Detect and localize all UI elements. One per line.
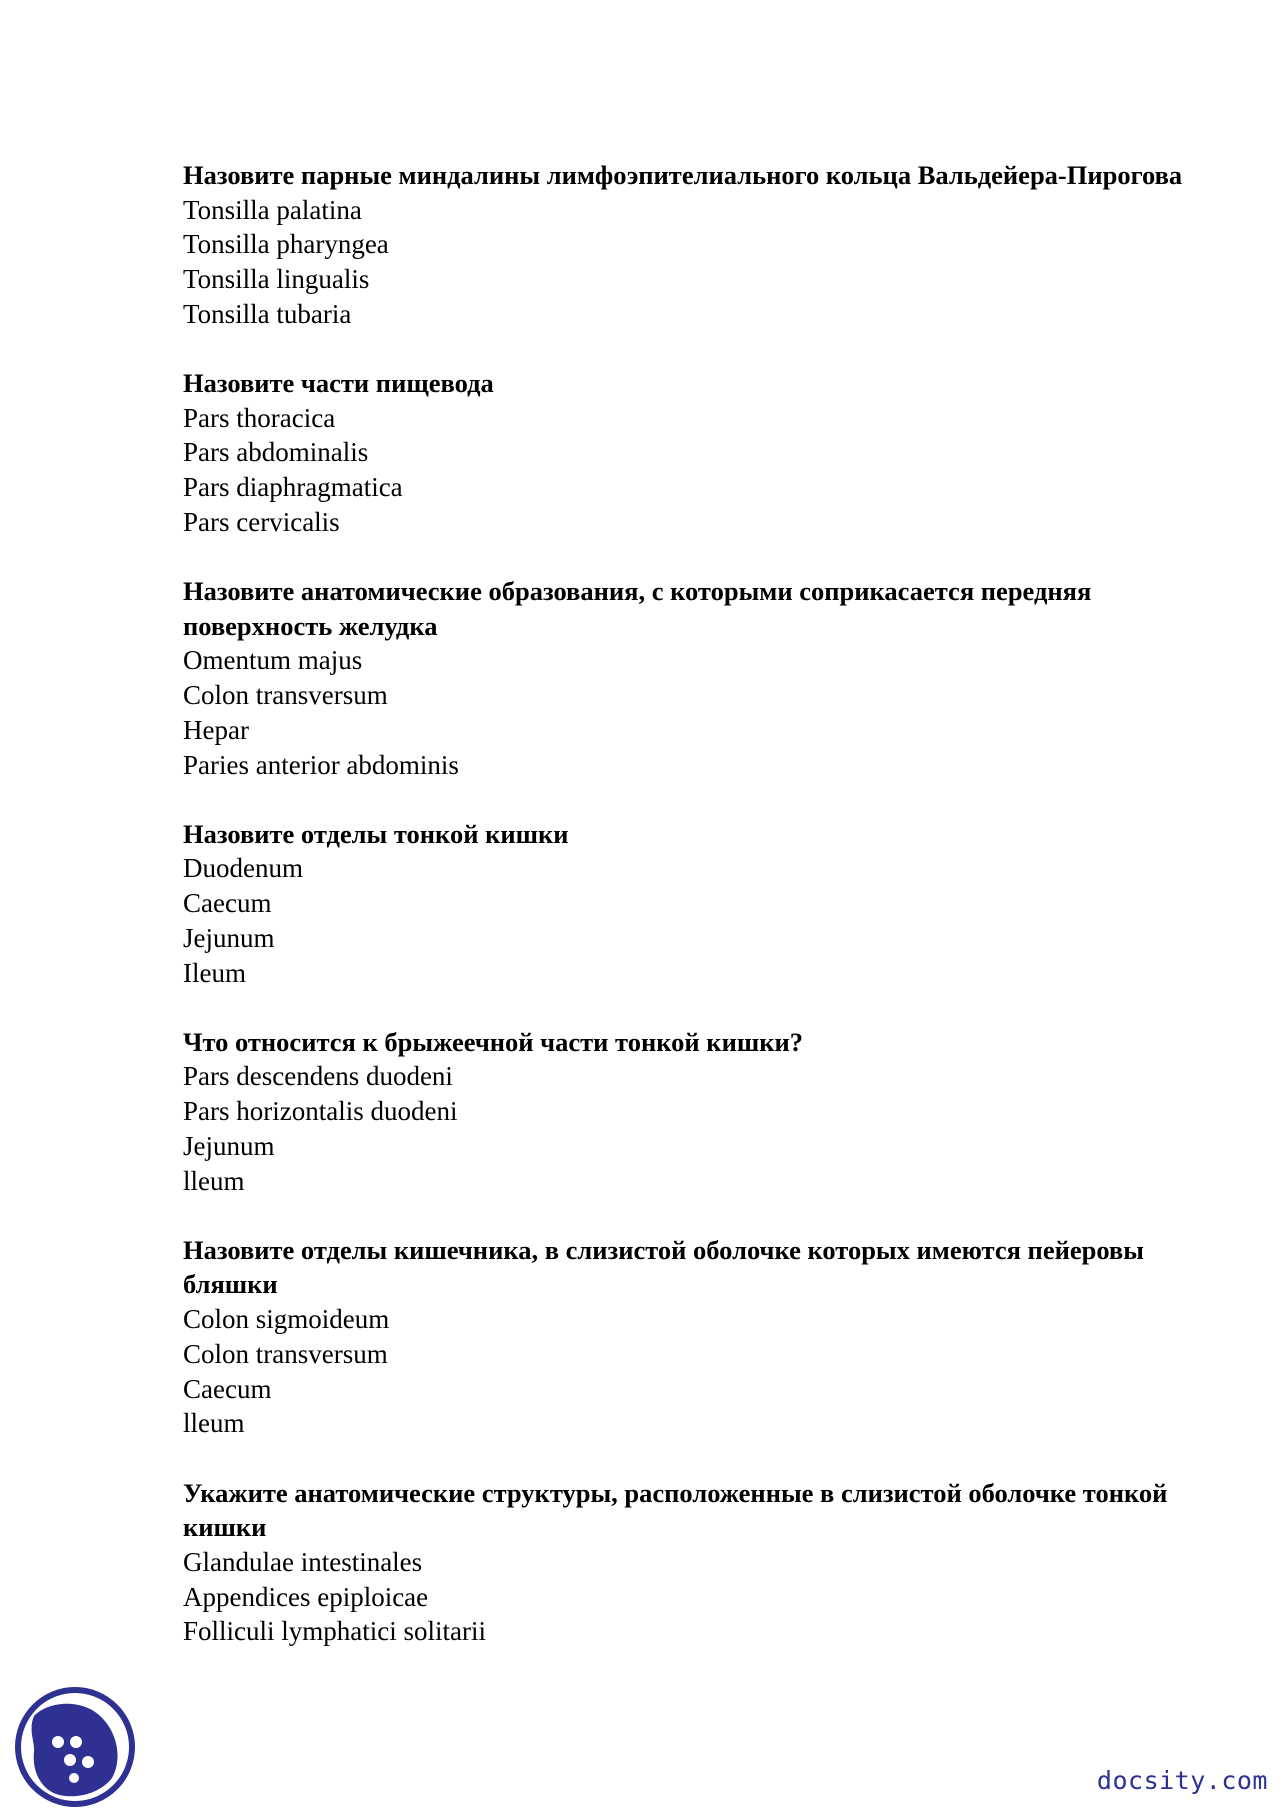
answer-option: Tonsilla pharyngea [183,229,389,260]
question-text: Назовите отделы кишечника, в слизистой оболочке которых имеются пейеровы бляшки [183,1234,1144,1300]
answer-option: Paries anterior abdominis [183,749,459,780]
answer-option: Colon sigmoideum [183,1304,390,1335]
question-block [183,817,1223,991]
answer-option: Caecum [183,888,272,919]
question-block [183,574,1223,782]
answer-option: Pars diaphragmatica [183,472,403,503]
answer-option: Colon transversum [183,680,388,711]
answer-option: Glandulae intestinales [183,1546,423,1577]
answer-option: Pars thoracica [183,402,336,433]
answer-option: lleum [183,1408,245,1439]
answer-option: Jejunum [183,922,275,953]
question-block [183,1233,1223,1441]
answer-option: Hepar [183,714,249,745]
question-text: Назовите отделы тонкой кишки [183,818,569,849]
answer-option: Tonsilla tubaria [183,298,352,329]
question-text: Назовите парные миндалины лимфоэпителиального кольца Вальдейера-Пирогова [183,160,1183,190]
footer-brand[interactable]: docsity.com [1096,1766,1268,1795]
answer-option: Pars horizontalis duodeni [183,1096,458,1127]
answer-option: Pars abdominalis [183,437,369,468]
document-body [183,158,1223,1684]
question-block [183,1476,1223,1650]
question-text: Назовите анатомические образования, с которыми соприкасается передняя поверхность желудка [183,576,1092,641]
answer-option: Pars descendens duodeni [183,1061,453,1092]
answer-option: Ileum [183,957,246,988]
answer-option: Tonsilla lingualis [183,264,370,295]
answer-option: Tonsilla palatina [183,194,362,225]
question-block [183,1025,1223,1199]
answer-option: Duodenum [183,853,303,884]
question-text: Назовите части пищевода [183,368,494,399]
docsity-logo-icon[interactable] [14,1686,136,1808]
question-block [183,366,1223,540]
answer-option: Jejunum [183,1130,275,1161]
answer-option: Appendices epiploicae [183,1581,429,1612]
question-block [183,158,1223,332]
answer-option: Caecum [183,1373,272,1404]
answer-option: Pars cervicalis [183,506,340,537]
answer-option: lleum [183,1165,245,1196]
answer-option: Colon transversum [183,1338,388,1369]
question-text: Укажите анатомические структуры, расположенные в слизистой оболочке тонкой кишки [183,1477,1168,1543]
question-text: Что относится к брыжеечной части тонкой кишки? [183,1026,803,1057]
answer-option: Folliculi lymphatici solitarii [183,1616,486,1647]
answer-option: Omentum majus [183,645,363,676]
